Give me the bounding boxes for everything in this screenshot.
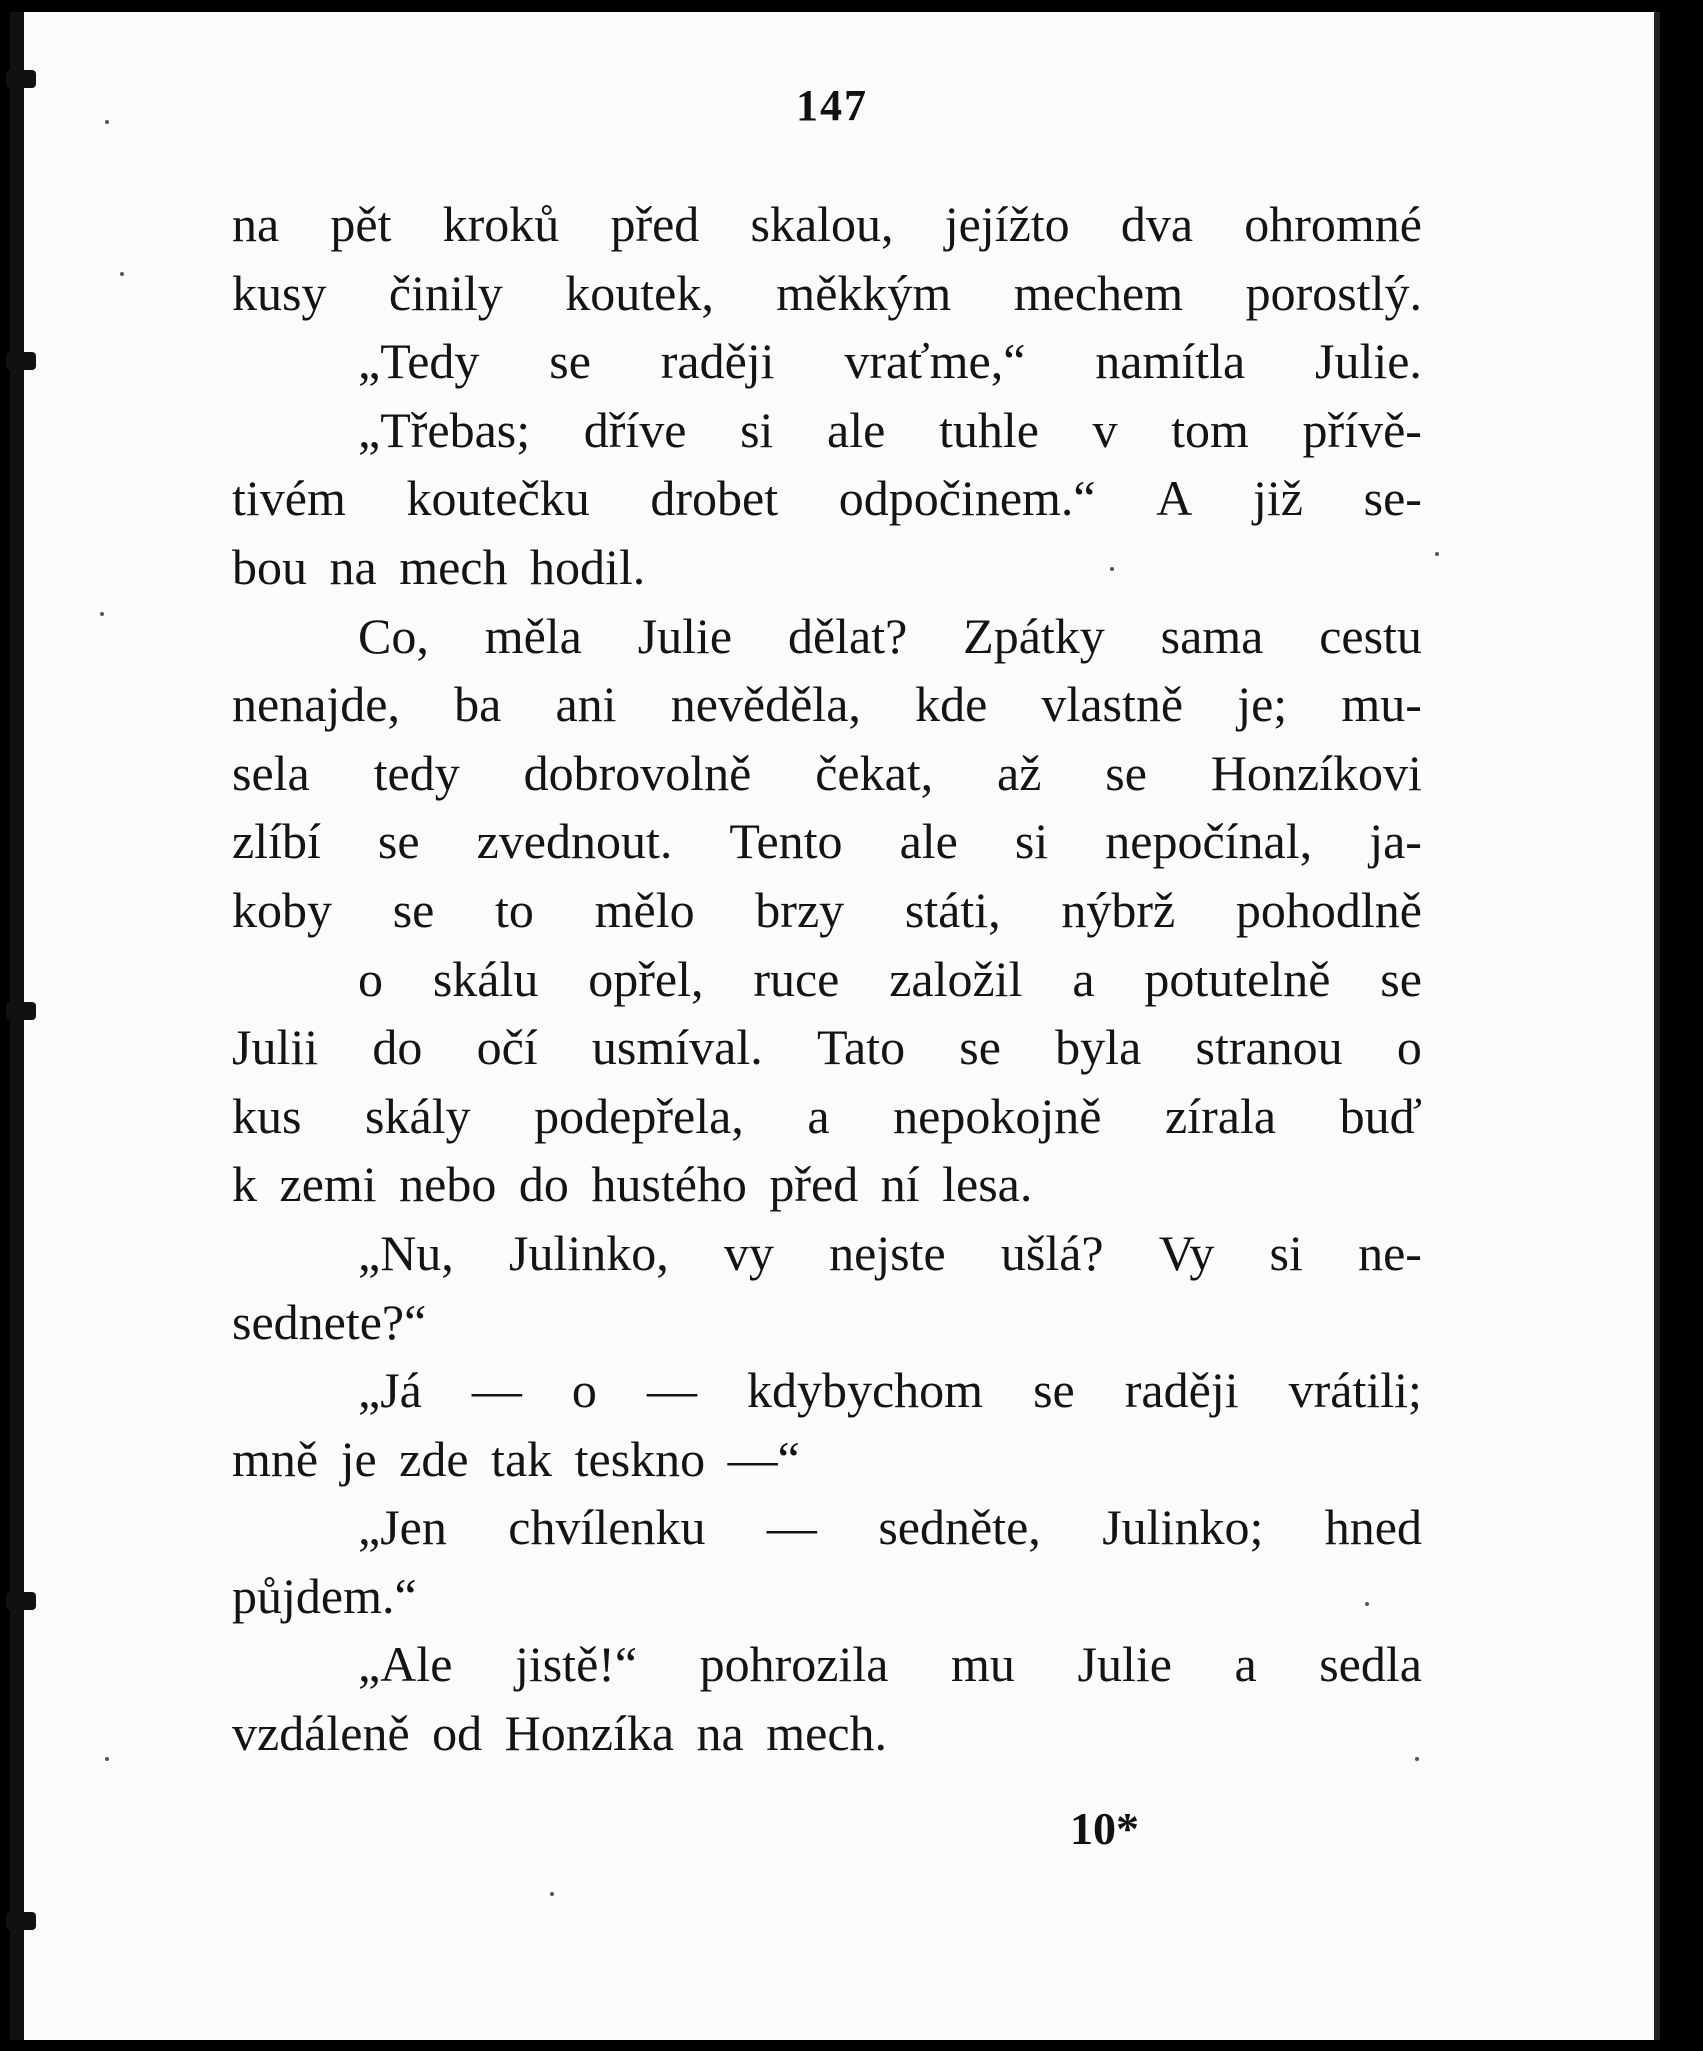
text-line: „Nu, Julinko, vy nejste ušlá? Vy si ne- [358,1224,1422,1281]
print-speck [1365,1602,1369,1606]
text-line: kusy činily koutek, měkkým mechem porostlý. [232,264,1422,321]
page-number: 147 [796,81,868,130]
print-speck [550,1892,554,1896]
spine-mark [6,352,36,370]
signature-mark: 10* [1070,1803,1139,1854]
text-line: mně je zde tak teskno —“ [232,1430,800,1487]
print-speck [105,120,109,124]
text-line: sela tedy dobrovolně čekat, až se Honzíkovi [232,744,1422,801]
spine-mark [6,1912,36,1930]
text-line: sednete?“ [232,1293,427,1350]
text-line: o skálu opřel, ruce založil a potutelně se [358,950,1422,1007]
print-speck [1415,1757,1419,1761]
spine-mark [6,1002,36,1020]
print-speck [1435,552,1439,556]
text-line: Co, měla Julie dělat? Zpátky sama cestu [358,607,1422,664]
text-line: koby se to mělo brzy státi, nýbrž pohodlně [232,881,1422,938]
print-speck [1110,567,1114,571]
spine-mark [6,1592,36,1610]
text-line: „Třebas; dříve si ale tuhle v tom přívě- [358,401,1422,458]
text-line: zlíbí se zvednout. Tento ale si nepočínal, ja- [232,813,1422,870]
text-line: „Já — o — kdybychom se raději vrátili; [358,1362,1422,1419]
text-line: bou na mech hodil. [232,538,646,595]
print-speck [105,1757,109,1761]
text-line: kus skály podepřela, a nepokojně zírala buď [232,1087,1422,1144]
page-spine-shadow [10,12,24,2040]
text-line: „Ale jistě!“ pohrozila mu Julie a sedla [358,1636,1422,1693]
text-line: „Jen chvílenku — sedněte, Julinko; hned [358,1499,1422,1556]
text-line: na pět kroků před skalou, jejížto dva ohromné [232,196,1422,252]
print-speck [120,272,124,276]
body-text [232,190,1422,1768]
book-page [10,12,1660,2040]
print-speck [100,612,104,616]
text-line: „Tedy se raději vraťme,“ namítla Julie. [358,333,1422,390]
text-line: tivém koutečku drobet odpočinem.“ A již se- [232,470,1422,527]
text-line: k zemi nebo do hustého před ní lesa. [232,1156,1033,1213]
text-line: Julii do očí usmíval. Tato se byla stranou o [232,1019,1422,1076]
text-line: půjdem.“ [232,1567,417,1624]
text-line: nenajde, ba ani nevěděla, kde vlastně je; mu- [232,676,1422,733]
text-line: vzdáleně od Honzíka na mech. [232,1705,888,1762]
